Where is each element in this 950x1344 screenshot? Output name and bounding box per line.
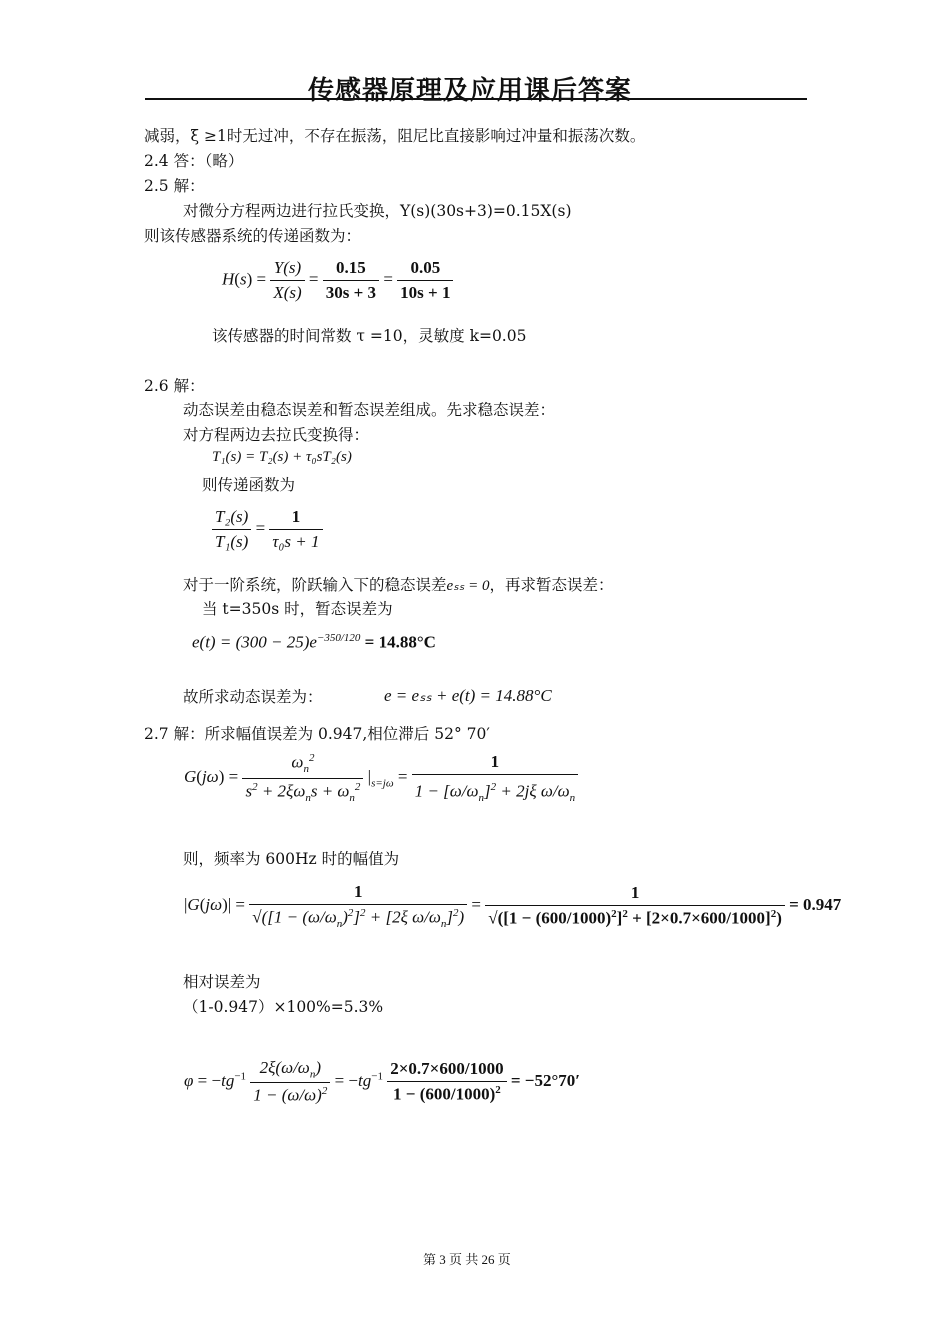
- equation-frequency-response: G(jω) = $\frac{\omega_n^2}{s^2 + 2\xi\omega_ns + \omega_n^2}$ $|_{s=j\omega}$ = $\frac{1}{1 - [\omega/\omega_n]^2 + 2j\xi \omega/\omega_n}$: [184, 752, 578, 804]
- equation-amplitude: |G(jω)| = $\frac{1}{√([1 - (\omega/\omega_n)^2]^2 + [2\xi \omega/\omega_n]^2)}$ = $\frac{1}{√([1 - (600/1000)^2]^2 + [2\times 0.7\times 600/1000]^2)}$ = 0.947: [184, 882, 842, 931]
- page-footer: 第 3 页 共 26 页: [423, 1252, 511, 1267]
- text-relative-error-value: （1-0.947）×100%=5.3%: [183, 998, 384, 1016]
- text-time-constant: 该传感器的时间常数 τ =10，灵敏度 k=0.05: [212, 327, 527, 345]
- section-2-5: 2.5 解：: [144, 177, 205, 195]
- text-transfer-function: 则传递函数为: [202, 476, 296, 494]
- text-at-350s: 当 t=350s 时，暂态误差为: [202, 600, 393, 618]
- section-2-4: 2.4 答：（略）: [144, 152, 244, 170]
- section-2-7: 2.7 解：所求幅值误差为 0.947,相位滞后 52° 70′: [144, 725, 490, 743]
- text-laplace-transform: 对微分方程两边进行拉氏变换，Y(s)(30s+3)=0.15X(s): [183, 202, 572, 220]
- equation-phase: $\varphi = -tg^{-1}$ $\frac{2\xi(\omega/\omega_n)}{1 - (\omega/\omega)^2}$ = $-tg^{-1}$ $\frac{2\times 0.7\times 600/1000}{1 - (600/1000)^2}$ = −52°70′: [184, 1058, 581, 1106]
- text-amplitude-600hz: 则，频率为 600Hz 时的幅值为: [183, 850, 400, 868]
- equation-first-order-tf: $\frac{\text{T₂(s)}}{\text{T₁(s)}}$ = $\frac{1}{\text{τ₀s + 1}}$: [212, 507, 323, 552]
- equation-dynamic-error: e = eₛₛ + e(t) = 14.88°C: [384, 686, 552, 705]
- text-dynamic-error: 动态误差由稳态误差和暂态误差组成。先求稳态误差：: [183, 401, 556, 419]
- equation-laplace: T₁(s) = T₂(s) + τ₀sT₂(s): [212, 449, 352, 465]
- text-line-damping: 减弱，ξ ≥1时无过冲，不存在振荡，阻尼比直接影响过冲量和振荡次数。: [144, 127, 646, 145]
- text-dynamic-error-result: 故所求动态误差为：: [183, 688, 323, 706]
- text-steady-state: 对于一阶系统，阶跃输入下的稳态误差eₛₛ = 0，再求暂态误差：: [183, 576, 614, 594]
- text-laplace-both-sides: 对方程两边去拉氏变换得：: [183, 426, 370, 444]
- text-transfer-function-intro: 则该传感器系统的传递函数为：: [144, 227, 362, 245]
- equation-transient-error: $e(t) = (300 - 25)e^{-350/120} = 14.88^\circ C$: [192, 632, 436, 652]
- equation-transfer-function: H(s) = $\frac{Y(s)}{X(s)}$ = $\frac{0.15}{30s + 3}$ = $\frac{0.05}{10s + 1}$: [222, 258, 453, 303]
- title-rule: [145, 98, 807, 100]
- text-relative-error: 相对误差为: [183, 973, 261, 991]
- section-2-6: 2.6 解：: [144, 377, 205, 395]
- page-title: 传感器原理及应用课后答案: [308, 76, 633, 106]
